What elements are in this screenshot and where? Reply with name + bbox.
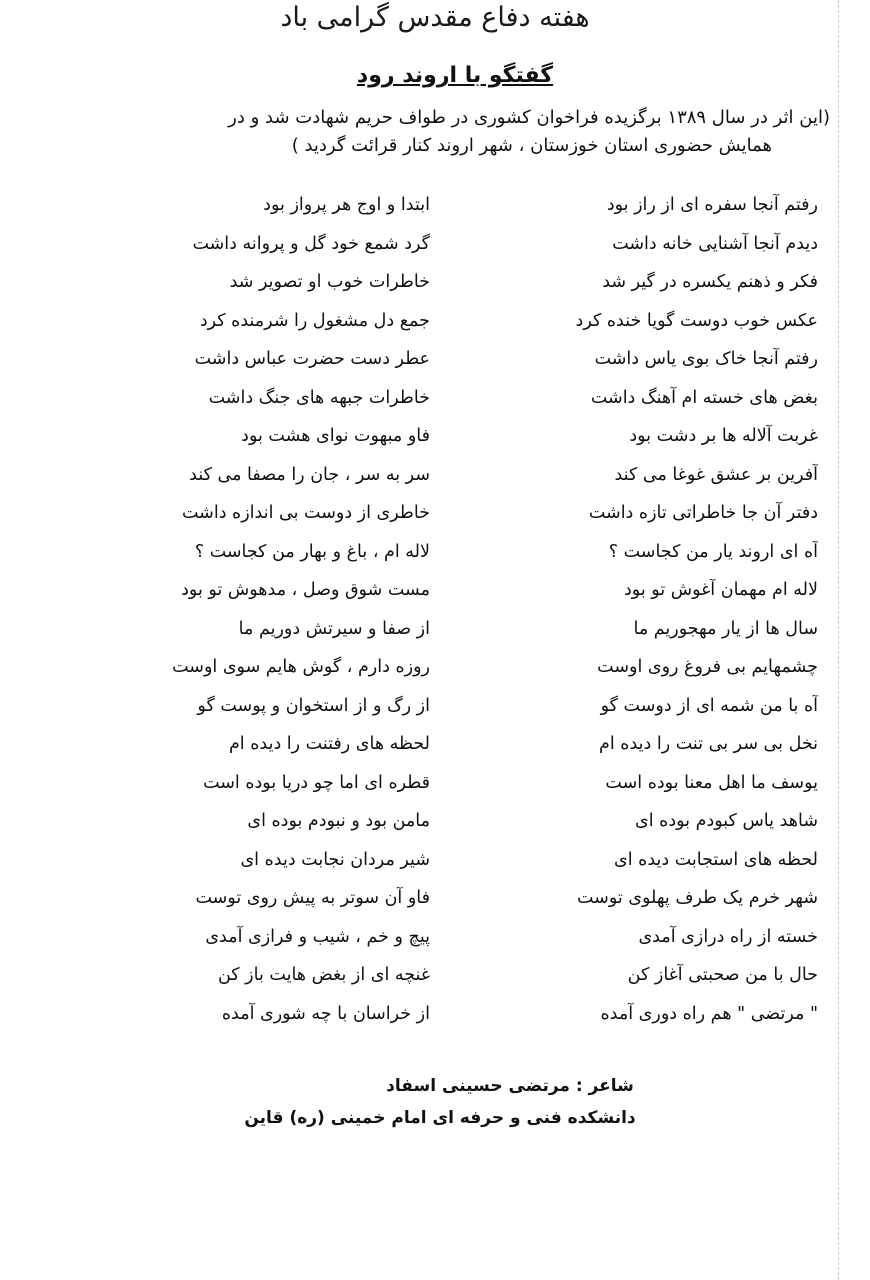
- poem-verse: لاله ام ، باغ و بهار من کجاست ؟: [194, 541, 430, 562]
- poem-verse: خاطرات جبهه های جنگ داشت: [208, 387, 430, 408]
- poem-verse: سر به سر ، جان را مصفا می کند: [189, 464, 430, 485]
- poem-verse: شاهد یاس کبودم بوده ای: [635, 811, 818, 831]
- poem-verse: حال با من صحبتی آغاز کن: [627, 965, 818, 985]
- poem-verse: عطر دست حضرت عباس داشت: [194, 349, 430, 369]
- poem-verse: عکس خوب دوست گویا خنده کرد: [575, 310, 818, 331]
- poem-verse: نخل بی سر بی تنت را دیده ام: [599, 734, 818, 754]
- poem-verse: شیر مردان نجابت دیده ای: [240, 849, 430, 870]
- poem-verse: رفتم آنجا خاک بوی یاس داشت: [594, 349, 818, 369]
- poem-verse: آفرین بر عشق غوغا می کند: [614, 464, 818, 485]
- page-header-title: هفته دفاع مقدس گرامی باد: [280, 2, 590, 33]
- institution-credit: دانشکده فنی و حرفه ای امام خمینی (ره) قاین: [244, 1108, 636, 1128]
- page-edge-line: [838, 0, 840, 1280]
- poem-verse: فکر و ذهنم یکسره در گیر شد: [602, 272, 818, 292]
- poem-verse: از رگ و از استخوان و پوست گو: [197, 695, 430, 716]
- poem-verse: پیچ و خم ، شیب و فرازی آمدی: [205, 926, 430, 947]
- poem-verse: مامن بود و نبودم بوده ای: [247, 811, 430, 831]
- intro-line: همایش حضوری استان خوزستان ، شهر اروند کنار قرائت گردید ): [291, 135, 772, 156]
- poem-verse: غربت آلاله ها بر دشت بود: [629, 426, 818, 446]
- poem-verse: چشمهایم بی فروغ روی اوست: [597, 657, 818, 677]
- poem-verse: روزه دارم ، گوش هایم سوی اوست: [172, 657, 430, 677]
- poem-right-column: [458, 186, 818, 1033]
- poem-verse: رفتم آنجا سفره ای از راز بود: [606, 195, 818, 215]
- intro-paragraph: [50, 104, 830, 160]
- poem-verse: لحظه های رفتنت را دیده ام: [228, 734, 430, 754]
- poem-verse: مست شوق وصل ، مدهوش تو بود: [181, 580, 430, 600]
- poem-verse: غنچه ای از بغض هایت باز کن: [217, 965, 430, 985]
- poem-verse: لاله ام مهمان آغوش تو بود: [624, 580, 818, 600]
- poem-verse: شهر خرم یک طرف پهلوی توست: [577, 888, 818, 908]
- poem-verse: قطره ای اما چو دریا بوده است: [203, 772, 430, 793]
- poem-verse: خسته از راه درازی آمدی: [638, 926, 818, 947]
- poem-verse: فاو آن سوتر به پیش روی توست: [195, 888, 430, 908]
- poem-verse: گرد شمع خود گل و پروانه داشت: [192, 233, 430, 254]
- poem-verse: از خراسان با چه شوری آمده: [221, 1003, 430, 1024]
- poem-verse: یوسف ما اهل معنا بوده است: [605, 772, 818, 793]
- poem-verse: خاطرات خوب او تصویر شد: [229, 272, 430, 292]
- poem-left-column: [70, 186, 430, 1033]
- poem-verse: آه با من شمه ای از دوست گو: [600, 695, 818, 716]
- poem-verse: " مرتضی " هم راه دوری آمده: [600, 1003, 818, 1024]
- poem-verse: آه ای اروند یار من کجاست ؟: [608, 541, 818, 562]
- poem-verse: فاو مبهوت نوای هشت بود: [241, 426, 430, 446]
- poem-verse: خاطری از دوست بی اندازه داشت: [181, 503, 430, 523]
- poem-verse: لحظه های استجابت دیده ای: [614, 849, 818, 870]
- poem-verse: ابتدا و اوج هر پرواز بود: [263, 195, 430, 215]
- poem-verse: از صفا و سیرتش دوریم ما: [238, 618, 430, 639]
- poem-verse: دفتر آن جا خاطراتی تازه داشت: [588, 503, 818, 523]
- poet-credit: شاعر : مرتضی حسینی اسفاد: [386, 1076, 634, 1096]
- poem-verse: بغض های خسته ام آهنگ داشت: [590, 387, 818, 408]
- poem-verse: سال ها از یار مهجوریم ما: [633, 618, 818, 639]
- poem-verse: دیدم آنجا آشنایی خانه داشت: [612, 233, 818, 254]
- poem-verse: جمع دل مشغول را شرمنده کرد: [199, 310, 430, 331]
- footer-credits: [0, 1070, 870, 1134]
- poem-title: گفتگو با اروند رود: [356, 63, 554, 88]
- intro-line: (این اثر در سال ۱۳۸۹ برگزیده فراخوان کشوری در طواف حریم شهادت شد و در: [228, 107, 830, 128]
